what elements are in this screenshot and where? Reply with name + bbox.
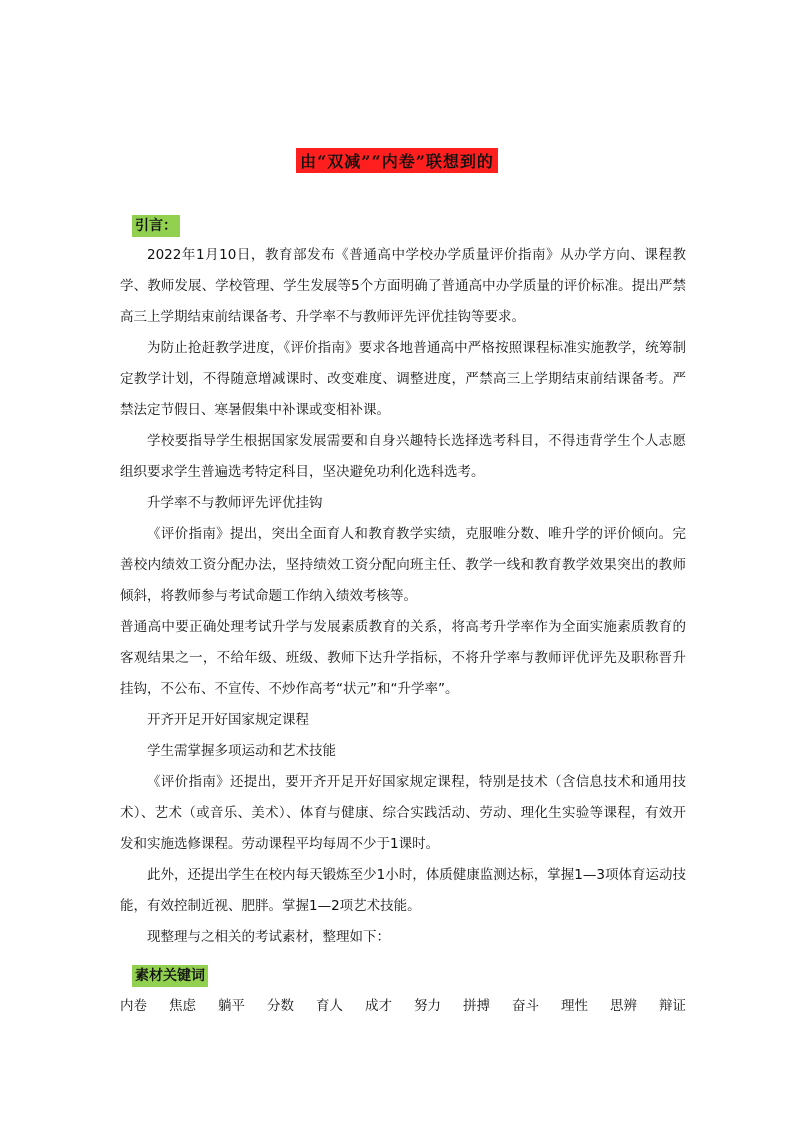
paragraph: 为防止抢赶教学进度，《评价指南》要求各地普通高中严格按照课程标准实施教学，统筹制定教学计划，不得随意增减课时、改变难度、调整进度，严禁高三上学期结束前结课备考。严禁法定节假日、寒暑假集中补课或变相补课。 — [120, 340, 686, 418]
keyword: 奋斗 — [512, 998, 539, 1014]
keyword: 育人 — [316, 998, 343, 1014]
keyword: 拼搏 — [463, 998, 490, 1014]
keyword: 努力 — [414, 998, 441, 1014]
keyword: 内卷 — [120, 998, 147, 1014]
keyword: 成才 — [365, 998, 392, 1014]
paragraph: 学校要指导学生根据国家发展需要和自身兴趣特长选择选考科目，不得违背学生个人志愿组织要求学生普遍选考特定科目，坚决避免功利化选科选考。 — [120, 433, 686, 480]
paragraph: 《评价指南》提出，突出全面育人和教育教学实绩，克服唯分数、唯升学的评价倾向。完善校内绩效工资分配办法，坚持绩效工资分配向班主任、教学一线和教育教学效果突出的教师倾斜，将教师参与考试命题工作纳入绩效考核等。 — [120, 526, 686, 604]
paragraph: 升学率不与教师评先评优挂钩 — [147, 495, 323, 511]
body-text — [120, 240, 686, 953]
paragraph: 普通高中要正确处理考试升学与发展素质教育的关系，将高考升学率作为全面实施素质教育的客观结果之一，不给年级、班级、教师下达升学指标，不将升学率与教师评优评先及职称晋升挂钩，不公布、不宣传、不炒作高考“状元”和“升学率”。 — [120, 619, 686, 697]
keywords-tag: 素材关键词 — [132, 965, 208, 987]
paragraph: 学生需掌握多项运动和艺术技能 — [147, 743, 336, 759]
paragraph: 此外，还提出学生在校内每天锻炼至少1小时，体质健康监测达标，掌握1—3项体育运动技能，有效控制近视、肥胖。掌握1—2项艺术技能。 — [120, 867, 686, 914]
keyword: 躺平 — [218, 998, 245, 1014]
intro-tag: 引言： — [132, 215, 180, 237]
paragraph: 现整理与之相关的考试素材，整理如下： — [147, 929, 390, 945]
paragraph: 2022年1月10日，教育部发布《普通高中学校办学质量评价指南》从办学方向、课程教学、教师发展、学校管理、学生发展等5个方面明确了普通高中办学质量的评价标准。提出严禁高三上学期结束前结课备考、升学率不与教师评先评优挂钩等要求。 — [120, 247, 686, 325]
keyword: 思辨 — [610, 998, 637, 1014]
keywords-row — [120, 994, 686, 1018]
paragraph: 开齐开足开好国家规定课程 — [147, 712, 309, 728]
keyword: 分数 — [267, 998, 294, 1014]
keyword: 理性 — [561, 998, 588, 1014]
paragraph: 《评价指南》还提出，要开齐开足开好国家规定课程，特别是技术（含信息技术和通用技术）、艺术（或音乐、美术）、体育与健康、综合实践活动、劳动、理化生实验等课程，有效开发和实施选修课程。劳动课程平均每周不少于1课时。 — [120, 774, 686, 852]
keyword: 焦虑 — [169, 998, 196, 1014]
title-container — [0, 148, 794, 173]
keyword: 辩证 — [659, 998, 686, 1014]
document-title: 由“双减”“内卷”联想到的 — [296, 148, 498, 173]
